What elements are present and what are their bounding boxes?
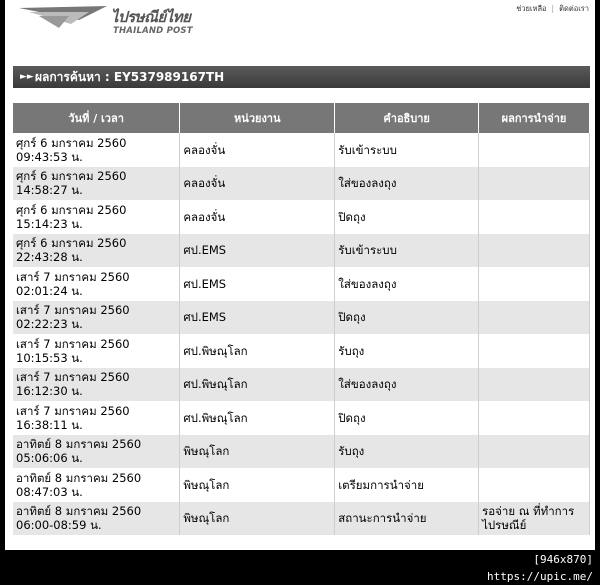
cell-delivery-result [479,334,590,368]
cell-date-time [13,133,180,167]
cell-time: 02:01:24 น. [16,283,83,298]
cell-time: 16:38:11 น. [16,417,83,432]
cell-date-time [13,401,180,435]
cell-delivery-result [479,267,590,301]
table-row [13,502,590,536]
cell-description: รับเข้าระบบ [335,133,479,167]
cell-time: 06:00-08:59 น. [16,518,102,533]
cell-description: ใส่ของลงถุง [335,368,479,402]
cell-office: ศป.EMS [180,267,335,301]
header-delivery-result: ผลการนำจ่าย [479,103,590,133]
cell-date: ศุกร์ 6 มกราคม 2560 [16,236,127,251]
result-label: ผลการค้นหา : [35,70,110,84]
cell-date: เสาร์ 7 มกราคม 2560 [16,269,130,284]
cell-date-time [13,167,180,201]
search-result-bar [13,66,590,88]
table-row [13,368,590,402]
cell-date: เสาร์ 7 มกราคม 2560 [16,403,130,418]
header-office: หน่วยงาน [180,103,335,133]
table-header-row [13,103,590,133]
cell-description: ใส่ของลงถุง [335,167,479,201]
table-row [13,234,590,268]
cell-time: 02:22:23 น. [16,317,83,332]
header-date-time: วันที่ / เวลา [13,103,180,133]
cell-office: ศป.EMS [180,301,335,335]
cell-date-time [13,267,180,301]
cell-date: อาทิตย์ 8 มกราคม 2560 [16,437,142,452]
cell-office: ศป.พิษณุโลก [180,401,335,435]
double-chevron-right-icon: ►► [20,72,34,82]
table-row [13,267,590,301]
cell-delivery-result [479,200,590,234]
tracking-table [13,103,590,535]
table-row [13,133,590,167]
cell-date: อาทิตย์ 8 มกราคม 2560 [16,470,142,485]
cell-date: อาทิตย์ 8 มกราคม 2560 [16,504,142,519]
cell-time: 16:12:30 น. [16,384,83,399]
cell-description: ใส่ของลงถุง [335,267,479,301]
cell-time: 14:58:27 น. [16,183,83,198]
table-row [13,301,590,335]
header-description: คำอธิบาย [335,103,479,133]
cell-time: 22:43:28 น. [16,250,83,265]
cell-date: เสาร์ 7 มกราคม 2560 [16,336,130,351]
cell-time: 09:43:53 น. [16,149,83,164]
cell-date-time [13,468,180,502]
table-row [13,200,590,234]
cell-date-time [13,502,180,536]
table-row [13,468,590,502]
cell-delivery-result [479,368,590,402]
table-row [13,401,590,435]
thailand-post-logo[interactable] [19,4,219,40]
cell-date: เสาร์ 7 มกราคม 2560 [16,303,130,318]
cell-delivery-result: รอจ่าย ณ ที่ทำการไปรษณีย์ [479,502,590,536]
cell-description: ปิดถุง [335,401,479,435]
cell-time: 08:47:03 น. [16,484,83,499]
cell-delivery-result [479,133,590,167]
cell-office: คลองจั่น [180,167,335,201]
cell-description: เตรียมการนำจ่าย [335,468,479,502]
table-row [13,334,590,368]
cell-office: ศป.พิษณุโลก [180,368,335,402]
cell-delivery-result [479,401,590,435]
cell-delivery-result [479,435,590,469]
cell-office: พิษณุโลก [180,502,335,536]
cell-date-time [13,200,180,234]
cell-office: คลองจั่น [180,133,335,167]
contact-link[interactable]: ติดต่อเรา [559,4,589,13]
top-links [516,3,589,15]
cell-delivery-result [479,234,590,268]
link-separator: | [551,4,555,13]
header [5,0,595,62]
cell-office: ศป.EMS [180,234,335,268]
cell-date: ศุกร์ 6 มกราคม 2560 [16,169,127,184]
cell-office: คลองจั่น [180,200,335,234]
cell-date-time [13,334,180,368]
watermark-text: [946x870] https://upic.me/ [445,551,595,568]
cell-time: 05:06:06 น. [16,451,83,466]
logo-thai-name: ไปรษณีย์ไทย [111,8,191,26]
cell-description: ปิดถุง [335,301,479,335]
cell-office: พิษณุโลก [180,435,335,469]
cell-description: รับเข้าระบบ [335,234,479,268]
cell-date-time [13,368,180,402]
tracking-number: EY537989167TH [113,70,225,84]
logo-english-name: THAILAND POST [113,26,193,36]
cell-description: รับถุง [335,435,479,469]
table-row [13,435,590,469]
help-link[interactable]: ช่วยเหลือ [516,4,547,13]
cell-time: 10:15:53 น. [16,350,83,365]
cell-delivery-result [479,167,590,201]
cell-delivery-result [479,301,590,335]
cell-description: ปิดถุง [335,200,479,234]
cell-time: 15:14:23 น. [16,216,83,231]
cell-date: เสาร์ 7 มกราคม 2560 [16,370,130,385]
cell-date-time [13,435,180,469]
cell-office: พิษณุโลก [180,468,335,502]
cell-date: ศุกร์ 6 มกราคม 2560 [16,202,127,217]
cell-date-time [13,234,180,268]
cell-description: สถานะการนำจ่าย [335,502,479,536]
page [5,0,595,550]
cell-date-time [13,301,180,335]
cell-delivery-result [479,468,590,502]
logo-emblem-icon [19,6,109,36]
cell-description: รับถุง [335,334,479,368]
cell-date: ศุกร์ 6 มกราคม 2560 [16,135,127,150]
table-row [13,167,590,201]
cell-office: ศป.พิษณุโลก [180,334,335,368]
